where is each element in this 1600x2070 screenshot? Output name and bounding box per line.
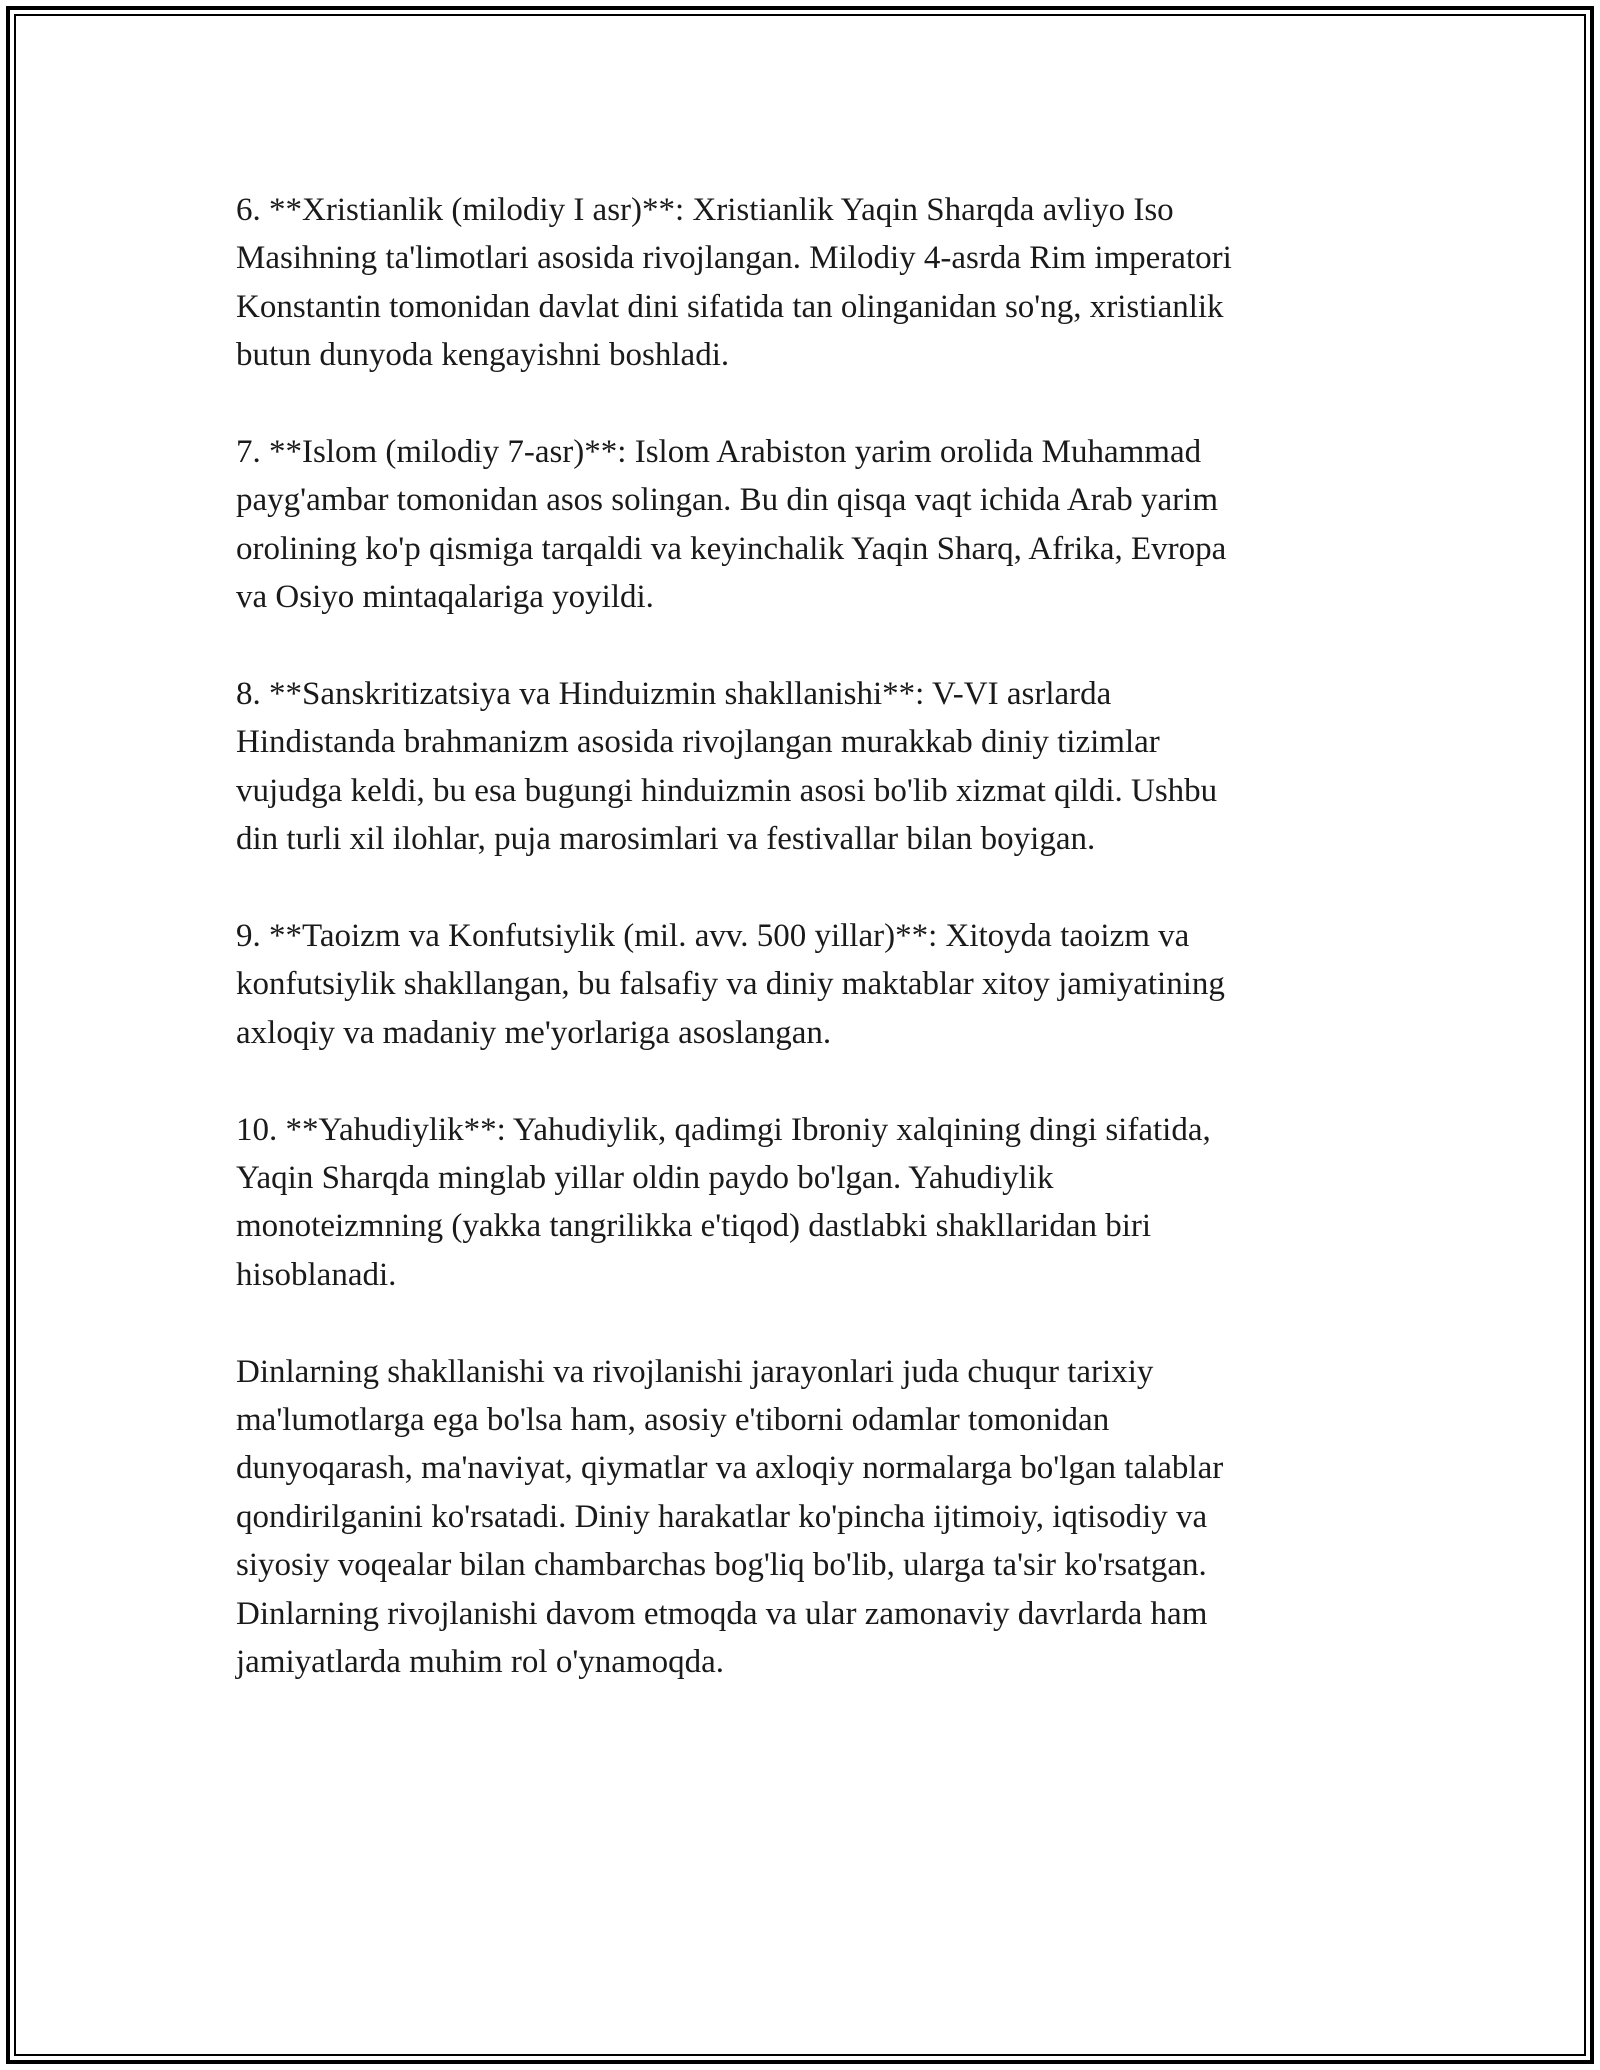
paragraph-islam: 7. **Islom (milodiy 7-asr)**: Islom Arabiston yarim orolida Muhammad payg'ambar tomonidan asos solingan. Bu din qisqa vaqt ichida Arab yarim orolining ko'p qismiga tarqaldi va keyinchalik Yaqin Sharq, Afrika, Evropa va Osiyo mintaqalariga yoyildi. [236, 434, 1227, 616]
paragraph-conclusion: Dinlarning shakllanishi va rivojlanishi jarayonlari juda chuqur tarixiy ma'lumotlarga ega bo'lsa ham, asosiy e'tiborni odamlar tomonidan dunyoqarash, ma'naviyat, qiymatlar va axloqiy normalarga bo'lgan talablar qondirilganini ko'rsatadi. Diniy harakatlar ko'pincha ijtimoiy, iqtisodiy va siyosiy voqealar bilan chambarchas bog'liq bo'lib, ularga ta'sir ko'rsatgan. Dinlarning rivojlanishi davom etmoqda va ular zamonaviy davrlarda ham jamiyatlarda muhim rol o'ynamoqda. [236, 1353, 1224, 1681]
paragraph-hinduism: 8. **Sanskritizatsiya va Hinduizmin shakllanishi**: V-VI asrlarda Hindistanda brahmanizm asosida rivojlangan murakkab diniy tizimlar vujudga keldi, bu esa bugungi hinduizmin asosi bo'lib xizmat qildi. Ushbu din turli xil ilohlar, puja marosimlari va festivallar bilan boyigan. [236, 676, 1218, 858]
document-body [236, 186, 1356, 1687]
paragraph-judaism: 10. **Yahudiylik**: Yahudiylik, qadimgi Ibroniy xalqining dingi sifatida, Yaqin Sharqda minglab yillar oldin paydo bo'lgan. Yahudiylik monoteizmning (yakka tangrilikka e'tiqod) dastlabki shakllaridan biri hisoblanadi. [236, 1111, 1211, 1293]
paragraph-taoism-confucianism: 9. **Taoizm va Konfutsiylik (mil. avv. 500 yillar)**: Xitoyda taoizm va konfutsiylik shakllangan, bu falsafiy va diniy maktablar xitoy jamiyatining axloqiy va madaniy me'yorlariga asoslangan. [236, 918, 1225, 1051]
paragraph-christianity: 6. **Xristianlik (milodiy I asr)**: Xristianlik Yaqin Sharqda avliyo Iso Masihning ta'limotlari asosida rivojlangan. Milodiy 4-asrda Rim imperatori Konstantin tomonidan davlat dini sifatida tan olinganidan so'ng, xristianlik butun dunyoda kengayishni boshladi. [236, 192, 1232, 374]
